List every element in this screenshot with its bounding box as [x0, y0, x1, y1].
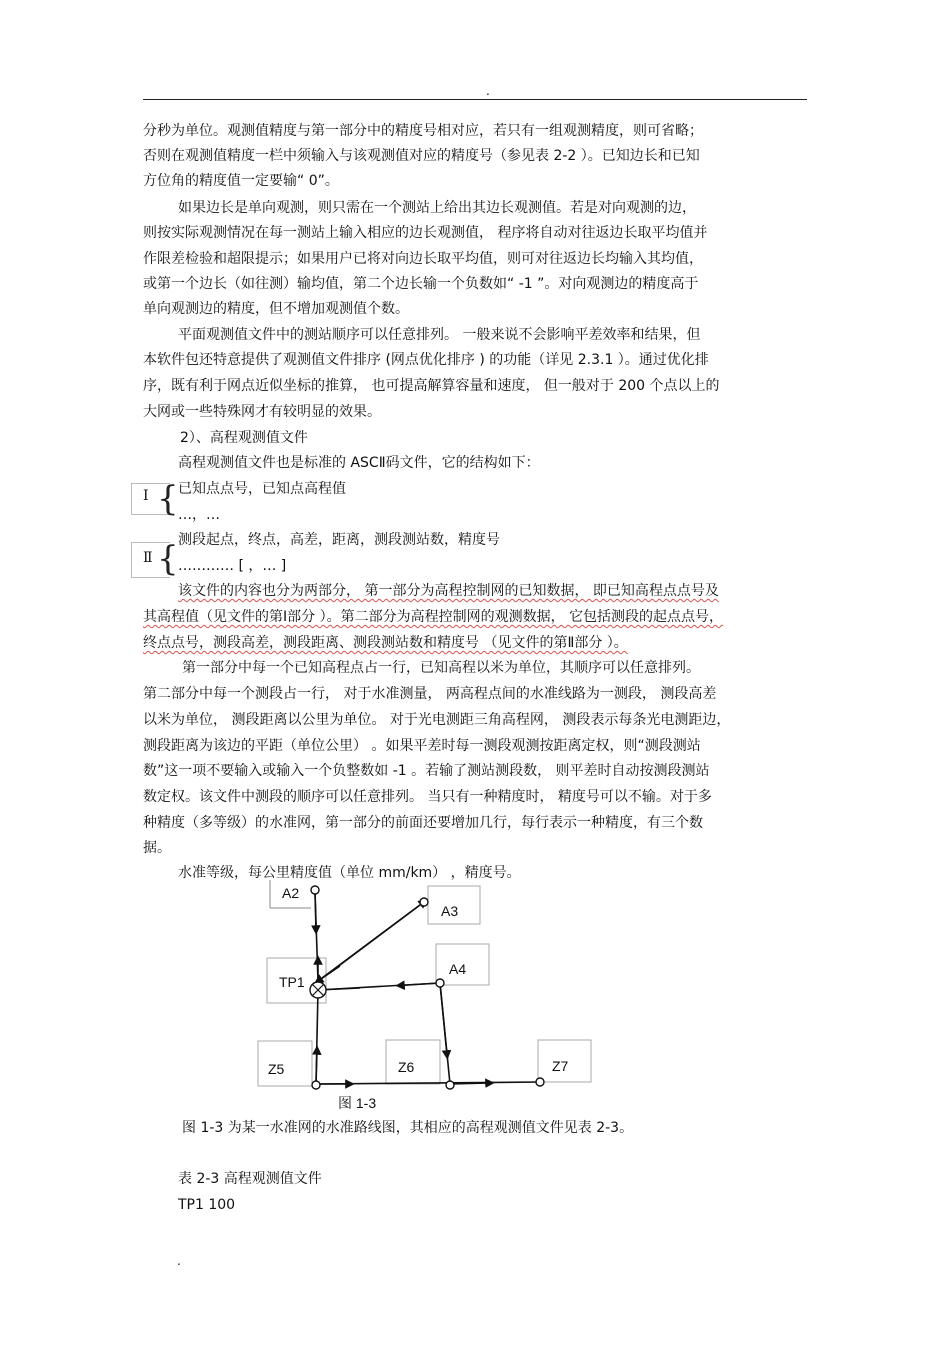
section-heading: 2）、高程观测值文件: [180, 430, 308, 446]
paragraph-line: 第一部分中每一个已知高程点占一行，已知高程以米为单位，其顺序可以任意排列。: [182, 660, 700, 676]
paragraph-line: 水准等级，每公里精度值（单位 mm/km） ，精度号。: [178, 865, 521, 881]
node-label-z6: Z6: [398, 1059, 415, 1075]
header-dot: .: [486, 84, 490, 98]
node-label-z5: Z5: [268, 1061, 285, 1077]
node-box-z5: [258, 1041, 312, 1086]
paragraph-line: 测段距离为该边的平距（单位公里） 。如果平差时每一测段观测按距离定权，则“测段测站: [143, 738, 701, 754]
paragraph-line: 终点点号，测段高差，测段距离、测段测站数和精度号 （见文件的第Ⅱ部分 ）。: [143, 635, 628, 651]
point-a3: [420, 898, 428, 906]
paragraph-line: 如果边长是单向观测，则只需在一个测站上给出其边长观测值。若是对向观测的边，: [178, 200, 696, 216]
node-box-a2: [270, 880, 311, 908]
part1-brace: {: [157, 479, 179, 519]
structure-line: 已知点点号，已知点高程值: [178, 481, 346, 497]
part1-label: Ⅰ: [143, 488, 149, 504]
paragraph-line: 本软件包还特意提供了观测值文件排序 (网点优化排序 ) 的功能（详见 2.3.1 ）。通过优化排: [143, 352, 709, 368]
footer-dot: .: [177, 1254, 181, 1268]
paragraph-line: 或第一个边长（如往测）输均值，第二个边长输一个负数如“ -1 ”。对向观测边的精度高于: [143, 276, 699, 292]
point-z7: [536, 1078, 544, 1086]
paragraph-line: 第二部分中每一个测段占一行， 对于水准测量， 两高程点间的水准线路为一测段， 测段高差: [143, 686, 717, 702]
paragraph-line: 以米为单位， 测段距离以公里为单位。 对于光电测距三角高程网， 测段表示每条光电测距边，: [143, 712, 731, 728]
tp1-station-symbol: [310, 982, 326, 998]
paragraph-line: 否则在观测值精度一栏中须输入与该观测值对应的精度号（参见表 2-2 ）。已知边长和已知: [143, 148, 700, 164]
structure-line: 测段起点，终点，高差，距离，测段测站数，精度号: [178, 532, 500, 548]
node-label-a3: A3: [441, 903, 459, 919]
node-label-a4: A4: [449, 961, 467, 977]
node-label-z7: Z7: [552, 1058, 569, 1074]
paragraph-line: 据。: [143, 840, 171, 856]
paragraph-line: 种精度（多等级）的水准网，第一部分的前面还要增加几行，每行表示一种精度，有三个数: [143, 815, 703, 831]
point-z5: [312, 1081, 320, 1089]
node-box-z7: [538, 1040, 591, 1082]
paragraph-line: 分秒为单位。观测值精度与第一部分中的精度号相对应，若只有一组观测精度，则可省略；: [143, 123, 703, 139]
figure-caption: 图 1-3 为某一水准网的水准路线图，其相应的高程观测值文件见表 2-3。: [182, 1120, 634, 1136]
table-title: 表 2-3 高程观测值文件: [178, 1171, 322, 1187]
node-box-a3: [428, 886, 480, 924]
paragraph-line: 高程观测值文件也是标准的 ASCⅡ码文件，它的结构如下：: [178, 455, 540, 471]
paragraph-line: 数”这一项不要输入或输入一个负整数如 -1 。若输了测站测段数， 则平差时自动按测段测站: [143, 763, 710, 779]
node-label-a2: A2: [282, 885, 300, 901]
paragraph-line: 大网或一些特殊网才有较明显的效果。: [143, 404, 381, 420]
paragraph-line: 作限差检验和超限提示；如果用户已将对向边长取平均值，则可对往返边长均输入其均值，: [143, 251, 703, 267]
part2-brace: {: [157, 539, 179, 579]
figure-label: 图 1-3: [338, 1095, 377, 1111]
paragraph-line: 其高程值（见文件的第Ⅰ部分 ）。第二部分为高程控制网的观测数据， 它包括测段的起点点号，: [143, 609, 724, 625]
paragraph-line: 平面观测值文件中的测站顺序可以任意排列。 一般来说不会影响平差效率和结果，但: [178, 327, 701, 343]
paragraph-line: 序，既有利于网点近似坐标的推算， 也可提高解算容量和速度， 但一般对于 200 个点以上的: [143, 378, 720, 394]
node-box-z6: [386, 1040, 440, 1084]
node-box-a4: [436, 944, 489, 985]
paragraph-line: 数定权。该文件中测段的顺序可以任意排列。 当只有一种精度时， 精度号可以不输。对于多: [143, 789, 712, 805]
table-row: TP1 100: [178, 1197, 236, 1213]
point-z6: [446, 1081, 454, 1089]
point-a4: [436, 979, 444, 987]
node-label-tp1: TP1: [279, 974, 305, 990]
structure-line: ………… [ ，… ]: [178, 558, 287, 574]
structure-line: …，…: [178, 507, 220, 523]
paragraph-line: 该文件的内容也分为两部分， 第一部分为高程控制网的已知数据， 即已知高程点点号及: [178, 583, 719, 599]
paragraph-line: 单向观测边的精度，但不增加观测值个数。: [143, 301, 409, 317]
part2-label: Ⅱ: [143, 550, 153, 566]
paragraph-line: 方位角的精度值一定要输“ 0”。: [143, 173, 339, 189]
paragraph-line: 则按实际观测情况在每一测站上输入相应的边长观测值， 程序将自动对往返边长取平均值并: [143, 225, 708, 241]
point-a2: [311, 886, 319, 894]
